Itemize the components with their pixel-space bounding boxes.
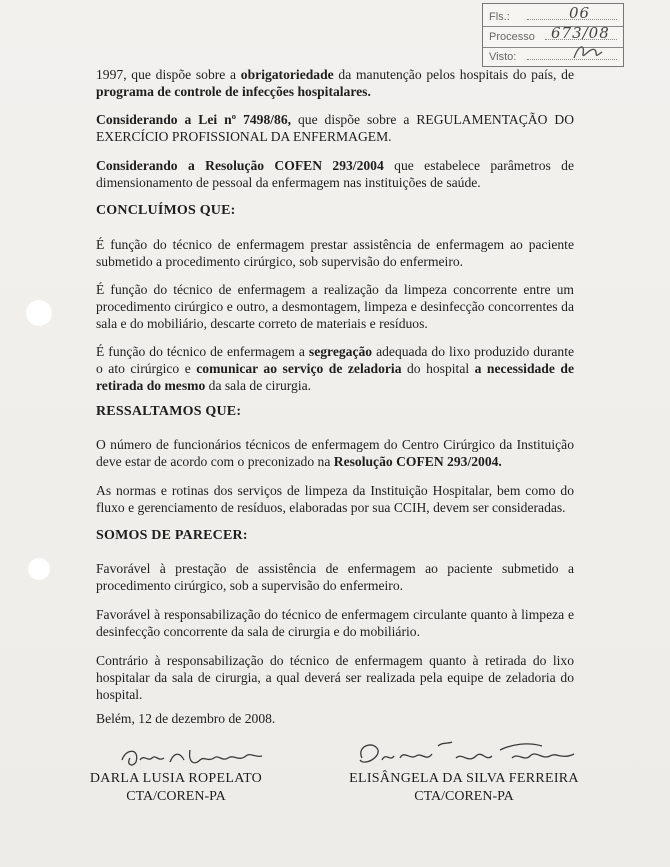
paragraph-parecer-3 [96,652,574,703]
stamp-processo-value: 673/08 [551,24,610,42]
p6-bold-segregacao: segregação [308,344,373,359]
p6-text-a: É função do técnico de enfermagem a [96,344,309,359]
p3-text: que estabelece parâmetros de dimensionamento de pessoal da enfermagem nas instituições de saúde. [96,158,574,190]
p1-bold-programa: programa de controle de infecções hospitalares. [96,84,371,99]
paragraph-conclusion-3 [96,343,574,394]
right-signature-scribble [352,738,582,774]
punch-hole-top [26,300,52,326]
date-text: Belém, 12 de dezembro de 2008. [96,711,276,726]
paragraph-lei-7498 [96,111,574,145]
paragraph-conclusion-1 [96,236,574,270]
stamp-processo-label: Processo [489,31,535,43]
p8-text: As normas e rotinas dos serviços de limpeza da Instituição Hospitalar, bem como do fluxo e gerenciamento de resíduos, elaboradas por sua CCIH, devem ser consideradas. [96,483,574,515]
stamp-fls-value: 06 [569,4,591,22]
left-signatory-name: DARLA LUSIA ROPELATO [89,771,263,786]
stamp-initials-mark [571,42,605,64]
p10-text: Favorável à responsabilização do técnico de enfermagem circulante quanto à limpeza e desinfecção concorrente da sala de cirurgia e do mobiliário. [96,607,574,639]
p7-bold-resolucao: Resolução COFEN 293/2004. [333,454,502,469]
right-signatory-name: ELISÂNGELA DA SILVA FERREIRA [349,771,579,786]
right-signatory-role: CTA/COREN-PA [414,789,514,804]
left-signatory-role: CTA/COREN-PA [126,789,226,804]
heading-concluimos: CONCLUÍMOS QUE: [96,203,236,218]
paragraph-resolucao-cofen [96,157,574,191]
stamp-visto-label: Visto: [489,51,517,63]
paragraph-ressalva-2 [96,482,574,516]
p6-bold-comunicar: comunicar ao serviço de zeladoria [196,361,402,376]
left-signature-scribble [118,744,268,772]
p2-bold: Considerando a Lei nº 7498/86, [96,112,292,127]
p3-bold: Considerando a Resolução COFEN 293/2004 [96,158,384,173]
p11-text: Contrário à responsabilização do técnico de enfermagem quanto à retirada do lixo hospitalar da sala de cirurgia, a qual deverá ser realizada pela equipe de zeladoria do hospital. [96,653,574,702]
document-date [96,710,574,727]
stamp-fls-label: Fls.: [489,11,510,23]
p1-text-a: 1997, que dispõe sobre a [96,67,241,82]
p1-bold-obrigatoriedade: obrigatoriedade [240,67,334,82]
p7-text: O número de funcionários técnicos de enfermagem do Centro Cirúrgico da Instituição deve estar de acordo com o preconizado na [96,437,574,469]
paragraph-conclusion-2 [96,281,574,332]
p4-text: É função do técnico de enfermagem prestar assistência de enfermagem ao paciente submetido a procedimento cirúrgico, sob supervisão do enfermeiro. [96,237,574,269]
paragraph-law-1997 [96,66,574,100]
protocol-stamp [482,3,624,67]
paragraph-parecer-1 [96,560,574,594]
paragraph-parecer-2 [96,606,574,640]
p1-text-c: da manutenção pelos hospitais do país, de [333,67,574,82]
p6-text-g: da sala de cirurgia. [205,378,312,393]
p2-text: que dispõe sobre a REGULAMENTAÇÃO DO EXERCÍCIO PROFISSIONAL DA ENFERMAGEM. [96,112,575,144]
heading-ressaltamos: RESSALTAMOS QUE: [96,404,242,419]
heading-somos-de-parecer: SOMOS DE PARECER: [96,528,248,543]
stamp-visto-row [489,48,617,66]
paragraph-ressalva-1 [96,436,574,470]
p6-text-c: adequada do lixo produzido durante o ato cirúrgico e [96,344,575,376]
p9-text: Favorável à prestação de assistência de enfermagem ao paciente submetido a procedimento cirúrgico, sob a supervisão do enfermeiro. [96,561,574,593]
p6-bold-retirada: a necessidade de retirada do mesmo [96,361,574,393]
p6-text-e: do hospital [401,361,475,376]
p5-text: É função do técnico de enfermagem a realização da limpeza concorrente entre um procedimento cirúrgico e outro, a desmontagem, limpeza e desinfecção concorrentes da sala e do mobiliário, descarte correto de materiais e resíduos. [96,282,574,331]
punch-hole-bottom [28,558,50,580]
